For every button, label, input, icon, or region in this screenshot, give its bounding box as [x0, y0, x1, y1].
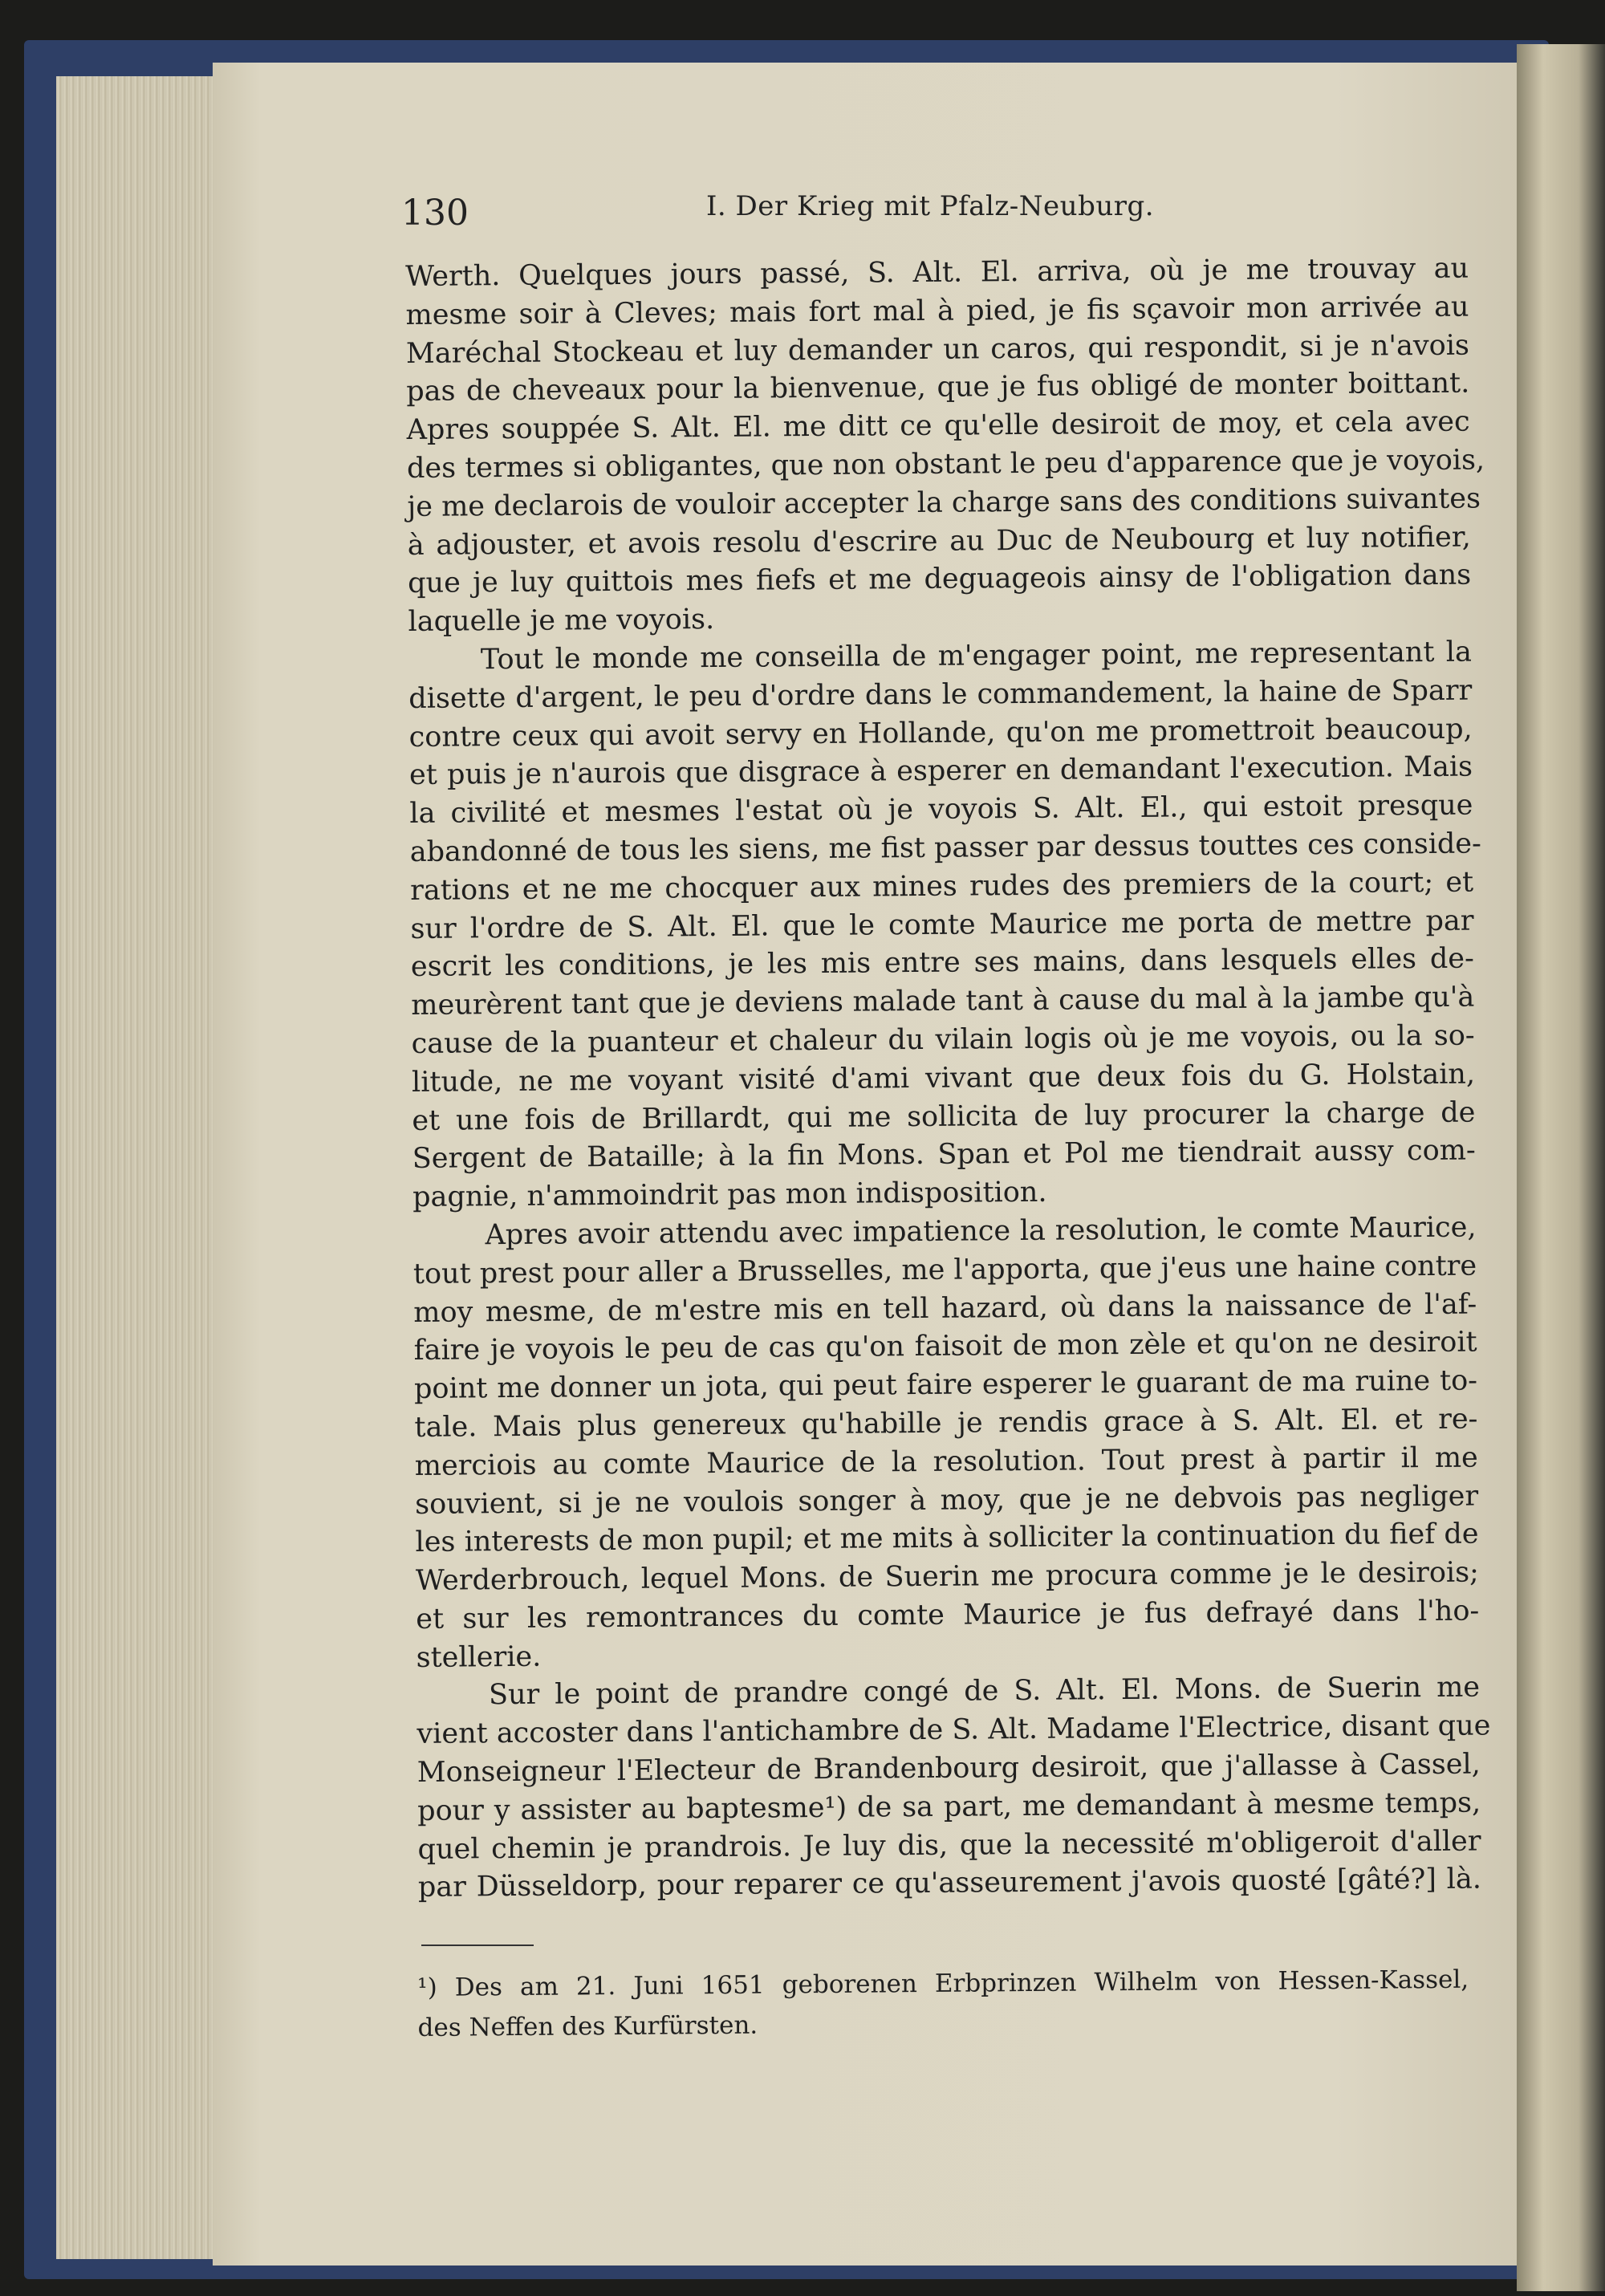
body-text	[405, 250, 1491, 1908]
footnote-line: ¹) Des am 21. Juni 1651 geborenen Erbprinzen Wilhelm von Hessen-Kassel,	[417, 1965, 1469, 2002]
text-line: quel chemin je prandrois. Je luy dis, que la necessité m'obligeroit d'aller	[417, 1825, 1481, 1866]
text-line: disette d'argent, le peu d'ordre dans le commandement, la haine de Sparr	[408, 674, 1473, 715]
text-line: Maréchal Stockeau et luy demander un caros, qui respondit, si je n'avois	[405, 329, 1470, 370]
text-line: pagnie, n'ammoindrit pas mon indisposition.	[412, 1176, 1047, 1214]
text-line: pour y assister au baptesme¹) de sa part, me demandant à mesme temps,	[417, 1786, 1481, 1827]
facing-page-edge	[1517, 44, 1605, 2291]
text-line: vient accoster dans l'antichambre de S. Alt. Madame l'Electrice, disant que	[416, 1709, 1491, 1751]
text-line: et sur les remontrances du comte Maurice je fus defrayé dans l'ho-	[416, 1595, 1480, 1636]
text-line: Sergent de Bataille; à la fin Mons. Span et Pol me tiendrait aussy com-	[412, 1134, 1476, 1176]
running-head: I. Der Krieg mit Pfalz-Neuburg.	[706, 190, 1155, 222]
text-line: et puis je n'aurois que disgrace à esperer en demandant l'execution. Mais	[408, 750, 1473, 792]
page-number: 130	[401, 193, 469, 234]
text-line: merciois au comte Maurice de la resolution. Tout prest à partir il me	[414, 1441, 1478, 1482]
text-line: mesme soir à Cleves; mais fort mal à pied, je fis sçavoir mon arrivée au	[405, 291, 1469, 331]
text-line: rations et ne me chocquer aux mines rudes des premiers de la court; et	[410, 866, 1474, 907]
text-line: faire je voyois le peu de cas qu'on faisoit de mon zèle et qu'on ne desiroit	[413, 1326, 1477, 1367]
page-edges	[56, 76, 217, 2259]
text-line: sur l'ordre de S. Alt. El. que le comte Maurice me porta de mettre par	[410, 904, 1474, 945]
text-line: je me declarois de vouloir accepter la charge sans des conditions suivantes	[407, 482, 1481, 523]
text-line: à adjouster, et avois resolu d'escrire au Duc de Neubourg et luy notifier,	[407, 521, 1471, 562]
text-line: meurèrent tant que je deviens malade tant à cause du mal à la jambe qu'à	[411, 981, 1475, 1022]
text-line: escrit les conditions, je les mis entre ses mains, dans lesquels elles de-	[410, 942, 1475, 984]
text-line: et une fois de Brillardt, qui me sollicita de luy procurer la charge de	[412, 1096, 1476, 1137]
text-line: Werth. Quelques jours passé, S. Alt. El. arriva, où je me trouvay au	[405, 252, 1469, 293]
text-line: Werderbrouch, lequel Mons. de Suerin me procura comme je le desirois;	[415, 1556, 1480, 1598]
text-line: abandonné de tous les siens, me fist passer par dessus touttes ces conside-	[409, 827, 1482, 868]
text-line: moy mesme, de m'estre mis en tell hazard, où dans la naissance de l'af-	[413, 1288, 1477, 1329]
text-line: contre ceux qui avoit servy en Hollande, qu'on me promettroit beaucoup,	[408, 713, 1473, 754]
text-line: tout prest pour aller a Brusselles, me l'apporta, que j'eus une haine contre	[412, 1250, 1477, 1290]
text-line: que je luy quittois mes fiefs et me deguageois ainsy de l'obligation dans	[408, 559, 1472, 600]
footnote-rule	[421, 1944, 534, 1946]
text-line: par Düsseldorp, pour reparer ce qu'asseurement j'avois quosté [gâté?] là.	[417, 1863, 1482, 1904]
text-line: Sur le point de prandre congé de S. Alt. El. Mons. de Suerin me	[488, 1672, 1481, 1712]
text-line: cause de la puanteur et chaleur du vilain logis où je me voyois, ou la so-	[411, 1019, 1475, 1060]
footnote	[417, 1960, 1469, 2048]
text-line: la civilité et mesmes l'estat où je voyois S. Alt. El., qui estoit presque	[409, 789, 1473, 831]
text-line: des termes si obligantes, que non obstant le peu d'apparence que je voyois,	[406, 444, 1485, 485]
text-line: Monseigneur l'Electeur de Brandenbourg desiroit, que j'allasse à Cassel,	[416, 1748, 1481, 1790]
text-line: les interests de mon pupil; et me mits à solliciter la continuation du fief de	[415, 1518, 1479, 1559]
text-line: stellerie.	[416, 1640, 542, 1674]
text-line: Apres souppée S. Alt. El. me ditt ce qu'elle desiroit de moy, et cela avec	[406, 405, 1470, 447]
text-line: laquelle je me voyois.	[408, 603, 715, 639]
footnote-line: des Neffen des Kurfürsten.	[417, 2010, 758, 2042]
text-line: Apres avoir attendu avec impatience la resolution, le comte Maurice,	[485, 1211, 1477, 1252]
text-line: tale. Mais plus genereux qu'habille je rendis grace à S. Alt. El. et re-	[414, 1403, 1478, 1444]
text-line: pas de cheveaux pour la bienvenue, que je fus obligé de monter boittant.	[406, 367, 1470, 408]
text-line: point me donner un jota, qui peut faire esperer le guarant de ma ruine to-	[413, 1364, 1478, 1406]
text-line: Tout le monde me conseilla de m'engager point, me representant la	[480, 636, 1473, 677]
text-line: souvient, si je ne voulois songer à moy, que je ne debvois pas negliger	[415, 1480, 1479, 1521]
text-line: litude, ne me voyant visité d'ami vivant que deux fois du G. Holstain,	[411, 1058, 1476, 1099]
